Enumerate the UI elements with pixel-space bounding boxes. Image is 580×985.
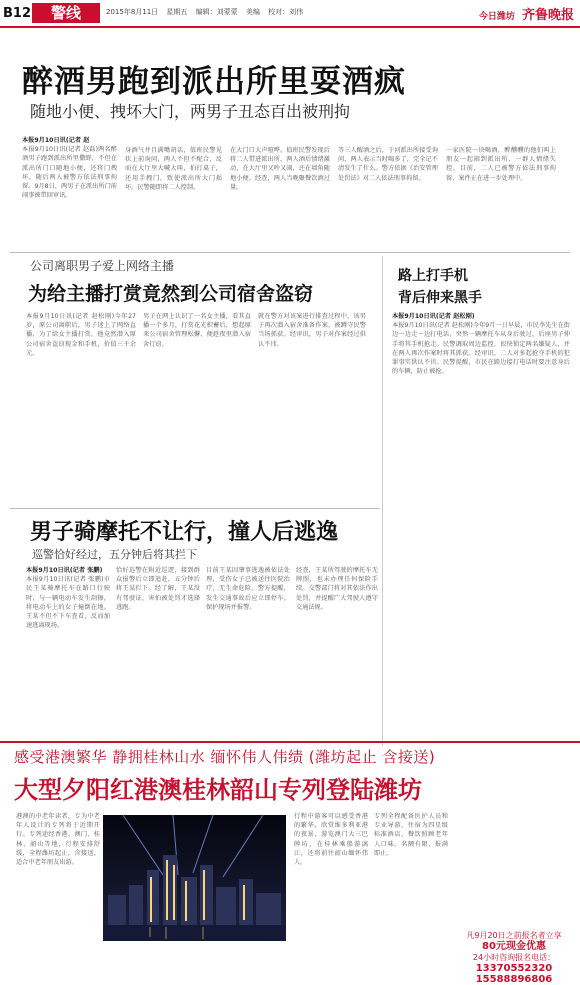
- story4-byline: 本报9月10日讯(记者 张鹏): [26, 567, 103, 574]
- brand-logo: 齐鲁晚报: [521, 8, 574, 23]
- ad-tagline: 感受港澳繁华 静拥桂林山水 缅怀伟人伟绩 (潍坊起止 含接送): [14, 748, 436, 766]
- story2-kicker: 公司离职男子爱上网络主播: [30, 259, 175, 273]
- story4-body-col-2: 恰好巡警在附近巡逻，接到群众报警后立即追赶，五分钟后将王某拦下。经了解，王某没有驾驶证，害怕被处罚才选择逃跑。: [116, 567, 200, 611]
- weekday: 星期五: [166, 8, 188, 16]
- brand-tag: 今日潍坊: [478, 12, 515, 22]
- promo-discount: 80元现金优惠: [482, 941, 546, 952]
- promo-phone-numbers: 13370552320 15588896806: [475, 963, 553, 985]
- ad-top-rule: [0, 741, 580, 743]
- section-label: 警线: [32, 3, 100, 23]
- header-meta: [106, 7, 309, 17]
- lead-headline: 醉酒男跑到派出所里耍酒疯: [22, 64, 406, 100]
- ad-promo-box: [453, 930, 575, 985]
- story3-byline: 本报9月10日讯(记者 赵松刚): [392, 313, 475, 320]
- skyline-illustration: [103, 815, 286, 941]
- story4-headline: 男子骑摩托不让行，撞人后逃逸: [30, 520, 339, 545]
- ad-body-col-2: 行程中游客可以感受香港的繁华，欣赏维多利亚港的夜景，游览澳门大三巴牌坊，在桂林乘船游漓江，还将前往韶山缅怀伟人。: [294, 813, 368, 867]
- divider: [10, 508, 380, 509]
- story3-headline-2: 背后伸来黑手: [398, 290, 482, 306]
- promo-hotline-label: 24小时咨询报名电话：: [472, 953, 556, 962]
- brand: [479, 4, 574, 23]
- ad-headline: 大型夕阳红港澳桂林韶山专列登陆潍坊: [14, 776, 422, 804]
- story4-subhead: 巡警恰好经过，五分钟后将其拦下: [32, 548, 197, 561]
- lead-body-col-5: 一家医院一块喝酒，醉醺醺的他们叫上朋友一起闹到派出所，一群人情绪失控。目前，二人已被警方依法刑事拘留，案件正在进一步处理中。: [446, 147, 556, 182]
- designer: 美编: [245, 8, 260, 16]
- proofreader: 校对：刘伟: [268, 8, 304, 16]
- lead-subhead: 随地小便、拽坏大门，两男子丑态百出被刑拘: [30, 102, 351, 121]
- divider: [10, 252, 570, 253]
- hong-kong-night-photo: [103, 815, 286, 941]
- lead-body-col-1: 本报9月10日讯(记者 赵 本报9月10日讯(记者 赵磊)两名醉酒男子跑到派出所里撒野，不但在派出所门口随地小便，还将门拽坏，随后两人被警方依法刑事拘留。9月8日，两男子在派出所门前闹事被带回审讯。: [22, 137, 117, 200]
- promo-line-1: 凡9月20日之前报名者立享: [466, 931, 562, 940]
- editor: 编辑：刘蒙蒙: [195, 8, 238, 16]
- story4-body-col-3: 目前王某因肇事逃逸被依法处理，受伤女子已被送往医院治疗，无生命危险。警方提醒，发生交通事故后应立即停车，保护现场并报警。: [206, 567, 290, 611]
- lead-body-col-4: 等三人醒酒之后，于河派出所接受询问，两人表示当时喝多了，完全记不清发生了什么。警方依据《治安管理处罚法》对二人依法刑事拘留。: [338, 147, 438, 182]
- issue-date: 2015年8月11日: [106, 8, 159, 16]
- lead-byline: 本报9月10日讯(记者 赵: [22, 137, 90, 144]
- lead-body-col-2: 身酒气并且满嘴胡话，值班民警见状上前询问，两人不但不配合，反而在大厅里大喊大叫，拍打桌子，还用手拽门，致使派出所大门损坏。民警随即将二人控制。: [125, 147, 222, 191]
- story2-body-col-2: 男子在网上认识了一名女主播，看其直播一个多月，打赏花光积蓄后，想起原来公司宿舍管理松懈，便趁夜里潜入宿舍行窃。: [143, 313, 251, 348]
- column-divider: [382, 256, 383, 746]
- story2-body-col-3: 就在警方对该案进行排查过程中，该男子再次潜入宿舍准备作案，被蹲守民警当场抓获。经审讯，男子对作案经过供认不讳。: [258, 313, 366, 348]
- story3-body: 本报9月10日讯(记者 赵松刚) 本报9月10日讯(记者 赵松刚)今年9月一日早晨，市民李先生在街边一边走一边打电话，突然一辆摩托车从身后驶过，后座男子伸手将其手机抢走。民警调取周边监控，很快锁定两名嫌疑人，并在两人再次作案时将其抓获。经审讯，二人对多起抢夺手机的犯罪事实供认不讳。民警提醒，市民在路边接打电话时要注意身后的车辆，防止被抢。: [392, 313, 570, 376]
- story4-body-col-1: 本报9月10日讯(记者 张鹏) 本报9月10日讯(记者 张鹏)市民王某骑摩托车在路口行驶时，与一辆电动车发生刮擦，将电动车上的女子撞倒在地。王某不但不下车查看，反而加速逃离现场。: [26, 567, 110, 630]
- ad-body-col-3: 专列全程配备医护人员和专业导游，住宿为四星级标准酒店，餐饮照顾老年人口味。名额有限，报满即止。: [374, 813, 448, 857]
- story2-body-col-1: 本报9月10日讯(记者 赵松刚)今年27岁，原公司离职后，男子迷上了网络直播，为了给女主播打赏，他竟然潜入原公司宿舍盗窃现金和手机，价值三千余元。: [26, 313, 136, 357]
- page-number: B12: [3, 6, 31, 21]
- story2-headline: 为给主播打赏竟然到公司宿舍盗窃: [28, 283, 314, 305]
- story4-body-col-4: 经查，王某所驾驶的摩托车无牌照，也未办理任何保险手续。交警部门将对其依法作出处罚，并提醒广大驾驶人遵守交通法规。: [296, 567, 378, 611]
- story3-headline-1: 路上打手机: [398, 268, 468, 284]
- lead-body-col-3: 在大门口大声喧哗。值班民警发现后将二人带进派出所，两人酒后情绪激动，在大厅里又吵又闹，还在墙角随地小便。经查，两人当晚聚餐饮酒过量。: [230, 147, 330, 191]
- ad-body-col-1: 港澳的中老年读者，专为中老年人设计的专列将于近期开行。专列途经香港、澳门、桂林、韶山等地，行程安排舒缓，全程潍坊起止，含接送，适合中老年朋友出游。: [16, 813, 100, 867]
